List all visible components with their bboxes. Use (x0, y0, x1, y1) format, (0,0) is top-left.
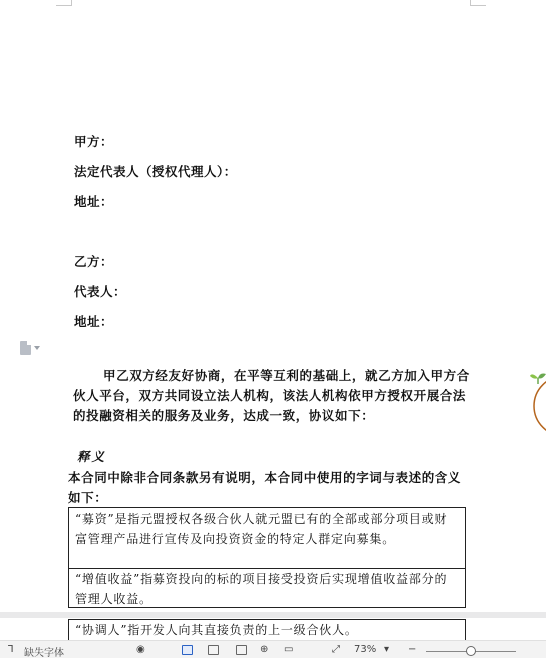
document-icon[interactable] (20, 340, 46, 356)
definitions-title: 释义 (77, 449, 107, 464)
zoom-slider-handle[interactable] (466, 646, 476, 656)
fit-page-icon[interactable]: ⤢ (332, 644, 340, 655)
eye-protection-icon[interactable]: ◉ (136, 644, 145, 655)
crop-mark-top-left (56, 0, 72, 6)
document-page-2 (0, 618, 546, 640)
web-view-icon[interactable] (236, 645, 247, 655)
party-b-address: 地址： (74, 314, 114, 329)
status-bar (0, 640, 546, 658)
definition-item: “增值收益”指募资投向的标的项目接受投资后实现增值收益部分的管理人收益。 (68, 568, 466, 608)
plant-decoration (528, 368, 546, 438)
missing-font-link[interactable]: 缺失字体 (24, 648, 64, 658)
party-b-rep: 代表人： (74, 284, 127, 299)
definition-item: “协调人”指开发人向其直接负责的上一级合伙人。 (68, 619, 466, 640)
crop-mark-top-right (470, 0, 486, 6)
party-a-address: 地址： (74, 194, 114, 209)
font-warning-icon[interactable]: Ꞁ (8, 644, 14, 655)
party-a-label: 甲方： (74, 134, 114, 149)
intro-paragraph: 甲乙双方经友好协商，在平等互利的基础上，就乙方加入甲方合伙人平台，双方共同设立法人机构，该法人机构依甲方授权开展合法的投融资相关的服务及业务，达成一致，协议如下： (73, 368, 470, 423)
definition-item: “募资”是指元盟授权各级合伙人就元盟已有的全部或部分项目或财富管理产品进行宣传及向投资资金的特定人群定向募集。 (68, 507, 466, 569)
party-b-label: 乙方： (74, 254, 114, 269)
definitions-intro: 本合同中除非合同条款另有说明，本合同中使用的字词与表述的含义如下： (68, 470, 462, 505)
chevron-down-icon (34, 346, 40, 350)
outline-view-icon[interactable] (208, 645, 219, 655)
read-mode-icon[interactable]: ▭ (284, 644, 294, 655)
party-a-legal-rep: 法定代表人（授权代理人）： (74, 164, 237, 179)
globe-icon[interactable]: ⊕ (260, 644, 269, 655)
zoom-out-icon[interactable]: − (408, 644, 417, 655)
chevron-down-icon[interactable]: ▾ (384, 644, 390, 655)
page-view-icon[interactable] (182, 645, 193, 655)
zoom-level[interactable]: 73% (354, 644, 377, 655)
